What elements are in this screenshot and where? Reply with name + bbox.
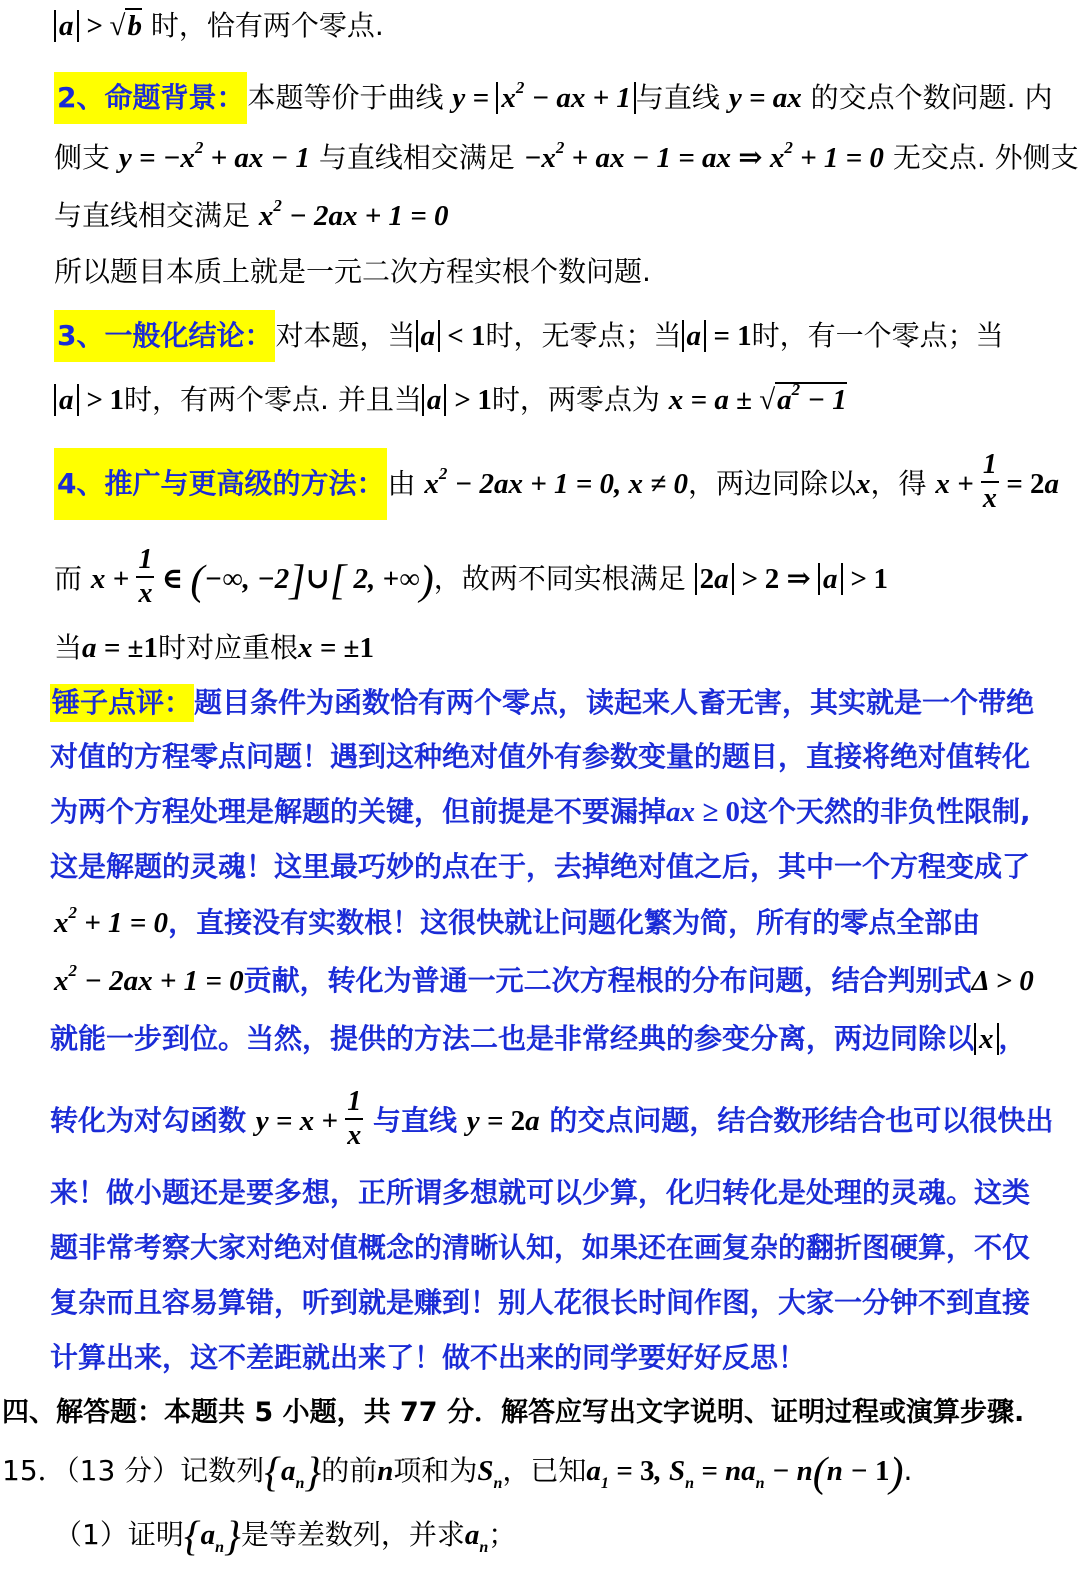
gen-line-2: a > 1时，有两个零点. 并且当 a > 1时，两零点为 $x = a \pm √a^2 - 1$ [54, 382, 847, 418]
review-line-4: 这是解题的灵魂！这里最巧妙的点在于，去掉绝对值之后，其中一个方程变成了 [50, 850, 1031, 883]
cond-formula: 2a > 2 ⇒ a > 1 [695, 563, 888, 595]
adv-line-2: 而 x + $\frac{1}{x}$ ∈ (−∞, −2]∪[ 2, +∞)，故两不同实根满足 2a > 2 ⇒ a > 1 [54, 544, 889, 610]
eq1-formula: $-x^2$ + ax − 1 = ax ⇒ $x^2 + 1 = 0$ [523, 138, 884, 174]
adv-line-3: 当a = ±1时对应重根x = ±1 [54, 631, 374, 664]
inner-branch-formula: $y = -x^2$ + ax − 1 [118, 138, 311, 174]
curve-formula: $y = x^2$ − ax + 1 [452, 82, 636, 114]
bg-label: 2、命题背景： [54, 72, 247, 124]
eq2-formula: $x^2 - 2ax + 1 = 0$ [258, 196, 449, 232]
bg-line-1: 2、命题背景： 本题等价于曲线 $y = x^2$ − ax + 1 与直线 y = ax 的交点个数问题. 内 [54, 72, 1052, 124]
given-formula: $a_1 = 3$, $S_n = na_n - n(n - 1)$ [586, 1450, 904, 1496]
review-line-2: 对值的方程零点问题！遇到这种绝对值外有参数变量的题目，直接将绝对值转化 [50, 740, 1031, 773]
adv-label: 4、推广与更高级的方法： [54, 448, 387, 520]
line-text: 时，恰有两个零点. [150, 9, 384, 42]
review-line-3: 为两个方程处理是解题的关键，但前提是不要漏掉ax ≥ 0这个天然的非负性限制, [50, 795, 1031, 828]
bg-line-3: 与直线相交满足 $x^2 - 2ax + 1 = 0$ [54, 196, 449, 232]
review-line-12: 计算出来，这不差距就出来了！做不出来的同学要好好反思！ [50, 1341, 807, 1374]
section-heading: 四、解答题：本题共 5 小题，共 77 分．解答应写出文字说明、证明过程或演算步骤. [2, 1397, 1025, 1428]
line-formula: y = ax [728, 82, 802, 114]
review-line-7: 就能一步到位。当然，提供的方法二也是非常经典的参变分离，两边同除以 x ， [50, 1022, 1027, 1055]
gen-label: 3、一般化结论： [54, 310, 275, 362]
adv-result: x + $\frac{1}{x}$ = 2a [935, 449, 1059, 515]
adv-eq: $x^2 - 2ax + 1 = 0$, x ≠ 0 [424, 464, 688, 500]
review-line-6: $x^2 - 2ax + 1 = 0$贡献，转化为普通一元二次方程根的分布问题，结合判别式Δ > 0 [54, 961, 1034, 997]
gen-line-1: 3、一般化结论： 对本题，当 a < 1时，无零点；当 a = 1时，有一个零点；当 [54, 310, 1004, 362]
review-label: 锤子点评： [50, 684, 194, 722]
review-line-5: $x^2 + 1 = 0$，直接没有实数根！这很快就让问题化繁为简，所有的零点全部由 [54, 903, 981, 939]
condition-formula: a > √b [54, 8, 142, 42]
review-line-1: 锤子点评：题目条件为函数恰有两个零点，读起来人畜无害，其实就是一个带绝 [50, 684, 1034, 722]
review-line-10: 题非常考察大家对绝对值概念的清晰认知，如果还在画复杂的翻折图硬算，不仅 [50, 1231, 1031, 1264]
bg-line-4: 所以题目本质上就是一元二次方程实根个数问题. [54, 255, 651, 288]
roots-formula: $x = a \pm √a^2 - 1$ [668, 380, 847, 416]
range-formula: x + $\frac{1}{x}$ ∈ (−∞, −2]∪[ 2, +∞) [90, 544, 434, 610]
review-line-11: 复杂而且容易算错，听到就是赚到！别人花很长时间作图，大家一分钟不到直接 [50, 1286, 1031, 1319]
question-15-part-1: （1）证明$\{a_n\}$是等差数列，并求$a_n$； [54, 1514, 517, 1560]
line-condition [54, 8, 384, 44]
review-line-9: 来！做小题还是要多想，正所谓多想就可以少算，化归转化是处理的灵魂。这类 [50, 1176, 1031, 1209]
question-15: 15．（13 分）记数列$\{a_n\}$的前n项和为$S_n$，已知$a_1 = 3$, $S_n = na_n - n(n - 1)$. [2, 1450, 913, 1496]
bg-line-2: 侧支 $y = -x^2$ + ax − 1 与直线相交满足 $-x^2$ + ax − 1 = ax ⇒ $x^2 + 1 = 0$ 无交点. 外侧支 [54, 138, 1079, 174]
review-line-8: 转化为对勾函数 y = x + $\frac{1}{x}$ 与直线 y = 2a 的交点问题，结合数形结合也可以很快出 [50, 1086, 1054, 1152]
adv-line-1: 4、推广与更高级的方法： 由 $x^2 - 2ax + 1 = 0$, x ≠ 0，两边同除以x，得 x + $\frac{1}{x}$ = 2a [54, 448, 1059, 520]
